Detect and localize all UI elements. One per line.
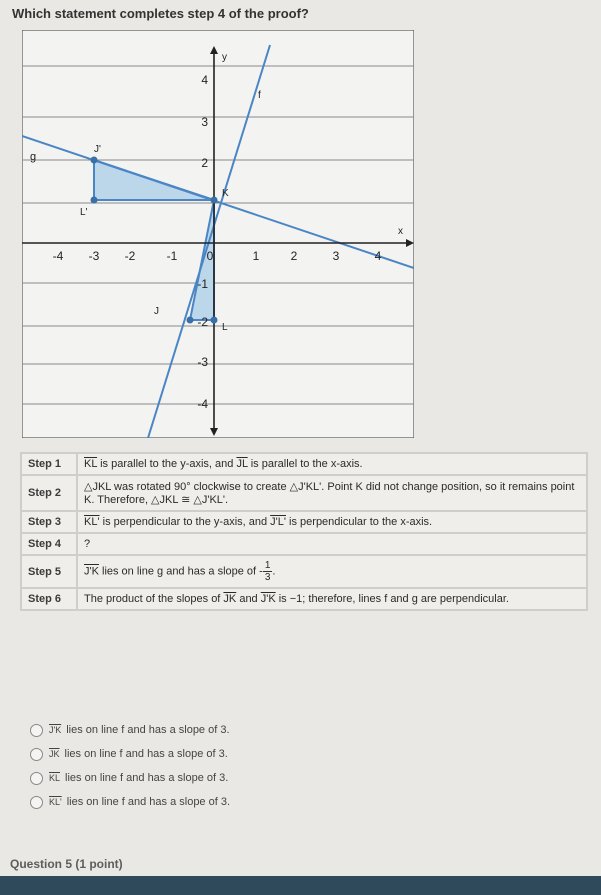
proof-statement [77, 475, 587, 511]
point-k [211, 197, 218, 204]
answer-choice[interactable] [30, 718, 230, 742]
proof-statement [77, 511, 587, 533]
statement-text: ? [84, 538, 91, 550]
proof-row [21, 475, 587, 511]
choice-text: lies on line f and has a slope of 3. [66, 724, 230, 736]
choice-segment: KL [49, 773, 61, 783]
y-tick-label: 2 [201, 156, 208, 170]
point-j-label: J [154, 306, 159, 317]
radio-button[interactable] [30, 772, 43, 785]
next-question-label: Question 5 (1 point) [10, 857, 123, 871]
proof-row [21, 511, 587, 533]
x-tick-label: 4 [374, 249, 382, 263]
point-l [211, 317, 218, 324]
bottom-bar [0, 876, 601, 895]
choice-segment: KL' [49, 797, 62, 807]
statement-text: . [272, 565, 276, 578]
segment-name: J'K [260, 593, 276, 605]
point-j-prime [91, 157, 98, 164]
x-tick-label: 0 [206, 249, 214, 263]
statement-text: is parallel to the x-axis. [247, 458, 363, 470]
y-tick-label: 4 [201, 73, 208, 87]
choice-segment: J'K [49, 725, 62, 735]
segment-name: J'L' [270, 516, 286, 528]
y-tick-label: -3 [197, 355, 208, 369]
y-tick-label: -4 [197, 397, 208, 411]
coordinate-graph [22, 30, 414, 438]
proof-statement [77, 555, 587, 588]
point-j [187, 317, 194, 324]
x-axis-label: x [398, 226, 403, 237]
line-g-label: g [30, 151, 37, 163]
proof-step-label: Step 4 [21, 533, 77, 555]
x-tick-label: 3 [332, 249, 340, 263]
radio-button[interactable] [30, 724, 43, 737]
line-f-label: f [258, 90, 261, 101]
statement-text: - [259, 565, 263, 578]
answer-choice[interactable] [30, 766, 230, 790]
proof-row [21, 453, 587, 475]
point-k-label: K [222, 188, 229, 199]
y-axis-label: y [222, 52, 227, 63]
x-tick-label: -4 [52, 249, 64, 263]
proof-row [21, 588, 587, 610]
point-j-prime-label: J' [94, 144, 101, 155]
proof-table [20, 452, 588, 611]
proof-step-label: Step 2 [21, 475, 77, 511]
question-text: Which statement completes step 4 of the proof? [12, 6, 309, 21]
segment-name: KL [84, 458, 98, 470]
y-tick-label: -1 [197, 277, 208, 291]
proof-step-label: Step 5 [21, 555, 77, 588]
fraction-numerator: 1 [264, 560, 271, 571]
choice-text: lies on line f and has a slope of 3. [65, 772, 229, 784]
radio-button[interactable] [30, 748, 43, 761]
choice-segment: JK [49, 749, 60, 759]
choice-text: lies on line f and has a slope of 3. [66, 796, 231, 808]
statement-text: The product of the slopes of [84, 593, 224, 605]
proof-row [21, 533, 587, 555]
answer-choice[interactable] [30, 742, 230, 766]
answer-choice[interactable] [30, 790, 230, 814]
segment-name: JL [236, 458, 248, 470]
point-l-label: L [222, 322, 228, 333]
segment-name: J'K [84, 565, 99, 578]
y-tick-label: 3 [201, 115, 208, 129]
statement-text: lies on line g and has a slope of [98, 565, 260, 578]
fraction [263, 560, 276, 583]
x-tick-label: 2 [290, 249, 298, 263]
proof-statement [77, 453, 587, 475]
proof-step-label: Step 3 [21, 511, 77, 533]
x-tick-label: 1 [252, 249, 260, 263]
answer-choices [30, 718, 230, 814]
statement-text: is perpendicular to the x-axis. [285, 516, 433, 528]
statement-text: is perpendicular to the y-axis, and [99, 516, 271, 528]
choice-text: lies on line f and has a slope of 3. [64, 748, 228, 760]
x-tick-label: -2 [124, 249, 136, 263]
y-tick-label: -2 [197, 315, 208, 329]
radio-button[interactable] [30, 796, 43, 809]
point-l-prime [91, 197, 98, 204]
point-l-prime-label: L' [80, 207, 88, 218]
segment-name: JK [223, 593, 237, 605]
statement-text: △JKL was rotated 90° clockwise to create △J'KL'. Point K did not change position, so it remains point K. Therefore, △JKL ≅ △J'KL'. [84, 481, 575, 506]
proof-step-label: Step 1 [21, 453, 77, 475]
statement-text: is −1; therefore, lines f and g are perpendicular. [275, 593, 509, 605]
x-tick-label: -1 [166, 249, 178, 263]
proof-row [21, 555, 587, 588]
fraction-denominator: 3 [264, 572, 271, 583]
proof-statement [77, 588, 587, 610]
proof-statement [77, 533, 587, 555]
statement-text: and [236, 593, 261, 605]
x-tick-label: -3 [88, 249, 100, 263]
statement-text: is parallel to the y-axis, and [97, 458, 237, 470]
proof-step-label: Step 6 [21, 588, 77, 610]
segment-name: KL' [84, 516, 100, 528]
